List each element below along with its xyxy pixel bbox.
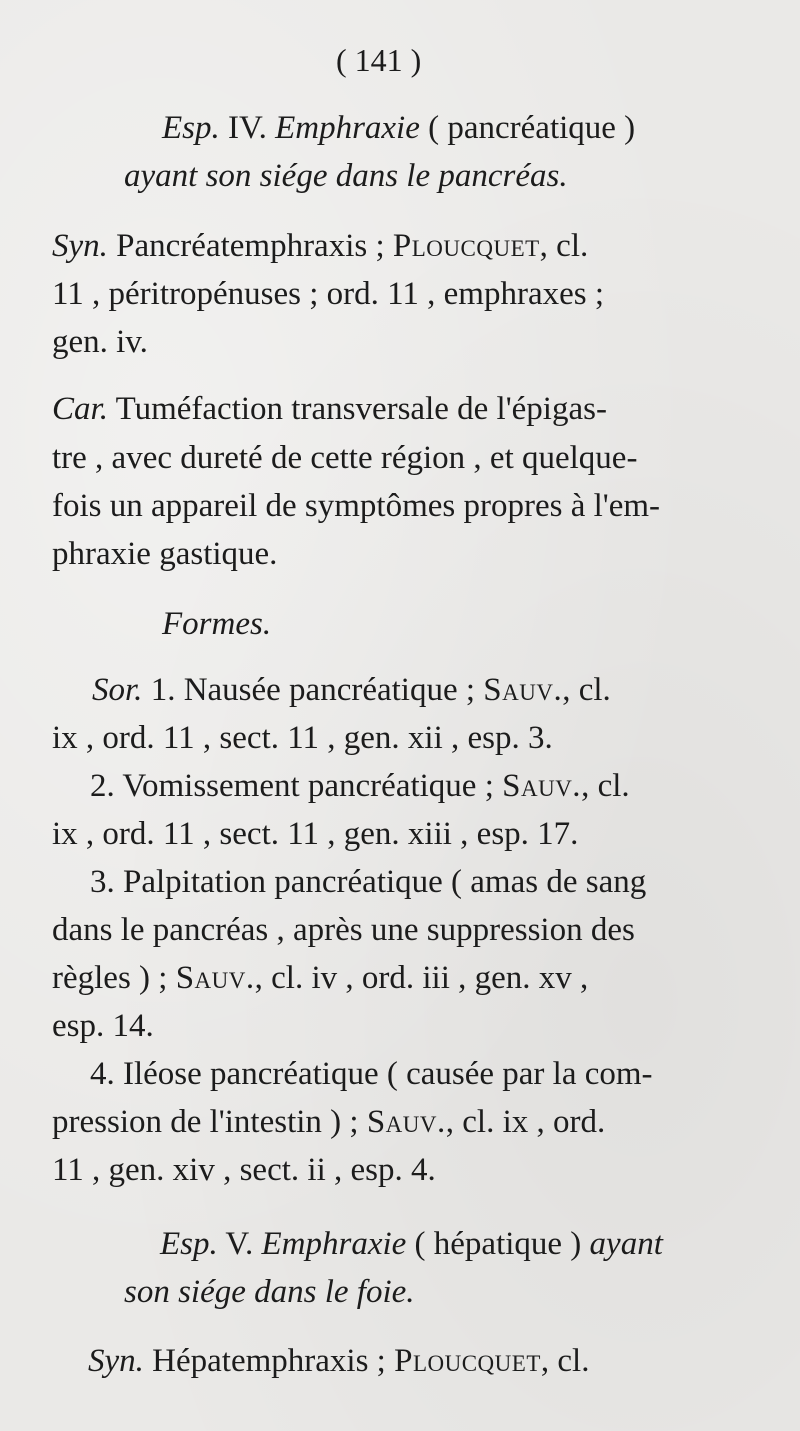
characters-line2	[52, 442, 748, 475]
sort-3-line2: dans le pancréas , après une suppression des	[52, 912, 635, 948]
sort-4-line2	[52, 1106, 605, 1139]
synonym-1-line3: gen. iv.	[52, 324, 148, 360]
synonym-label: Syn.	[52, 228, 108, 264]
author-name: Sauv.	[502, 768, 582, 804]
sort-2-line2: ix , ord. 11 , sect. 11 , gen. xiii , esp. 17.	[52, 816, 579, 852]
sort-4-line3: 11 , gen. xiv , sect. ii , esp. 4.	[52, 1152, 436, 1188]
synonym-term: Hépatemphraxis ;	[152, 1343, 386, 1379]
synonym-1-line2	[52, 278, 748, 311]
sort-4-class: , cl. ix , ord.	[445, 1104, 606, 1140]
characters-line4: phraxie gastique.	[52, 536, 278, 572]
species-qualifier: ( hépatique )	[414, 1226, 582, 1262]
species-5-heading	[160, 1228, 663, 1261]
synonym-2-line1	[88, 1345, 748, 1378]
sort-1-class: , cl.	[562, 672, 611, 708]
species-qualifier: ( pancréatique )	[428, 110, 636, 146]
forms-heading: Formes.	[162, 606, 272, 642]
sort-3-line3	[52, 962, 588, 995]
synonym-classification: 11 , péritropénuses ; ord. 11 , emphraxes ;	[52, 276, 605, 312]
author-name: Sauv.	[175, 960, 255, 996]
author-name: Ploucquet	[392, 228, 540, 264]
sort-label: Sor.	[92, 672, 143, 708]
sort-2-name: 2. Vomissement pancréatique ;	[90, 768, 494, 804]
sort-4-line1: 4. Iléose pancréatique ( causée par la com-	[90, 1056, 653, 1092]
sort-3-class: , cl. iv , ord. iii , gen. xv ,	[254, 960, 589, 996]
species-name: Emphraxie	[275, 110, 420, 146]
sort-2-class: , cl.	[581, 768, 630, 804]
synonym-term: Pancréatemphraxis ;	[116, 228, 385, 264]
sort-3-line4: esp. 14.	[52, 1008, 154, 1044]
characters-text: tre , avec dureté de cette région , et quelque-	[52, 440, 638, 476]
sort-3-text: règles ) ;	[52, 960, 168, 996]
characters-text: fois un appareil de symptômes propres à l'em-	[52, 488, 661, 524]
author-name: Ploucquet	[394, 1343, 541, 1379]
species-heading-tail: ayant	[589, 1226, 663, 1262]
synonym-class: , cl.	[540, 1343, 590, 1379]
author-name: Sauv.	[366, 1104, 446, 1140]
species-number: V.	[225, 1226, 254, 1262]
sort-3-line1: 3. Palpitation pancréatique ( amas de sang	[90, 864, 647, 900]
characters-text: Tuméfaction transversale de l'épigas-	[115, 391, 607, 427]
characters-label: Car.	[52, 391, 108, 427]
species-name: Emphraxie	[261, 1226, 407, 1262]
page-number: ( 141 )	[336, 42, 422, 78]
characters-line3	[52, 490, 748, 523]
sort-1-line1	[92, 674, 748, 707]
characters-line1	[52, 393, 748, 426]
sort-1-name: 1. Nausée pancréatique ;	[150, 672, 476, 708]
sort-2-line1	[90, 770, 748, 803]
species-5-heading-line2: son siége dans le foie.	[124, 1274, 415, 1310]
synonym-label: Syn.	[88, 1343, 144, 1379]
author-name: Sauv.	[483, 672, 563, 708]
sort-1-line2: ix , ord. 11 , sect. 11 , gen. xii , esp. 3.	[52, 720, 553, 756]
species-4-heading	[162, 112, 635, 145]
species-4-heading-line2: ayant son siége dans le pancréas.	[124, 158, 568, 194]
species-label: Esp.	[162, 110, 220, 146]
species-label: Esp.	[160, 1226, 218, 1262]
species-number: IV.	[228, 110, 267, 146]
synonym-class: , cl.	[539, 228, 589, 264]
synonym-1-line1	[52, 230, 748, 263]
sort-4-text: pression de l'intestin ) ;	[52, 1104, 359, 1140]
